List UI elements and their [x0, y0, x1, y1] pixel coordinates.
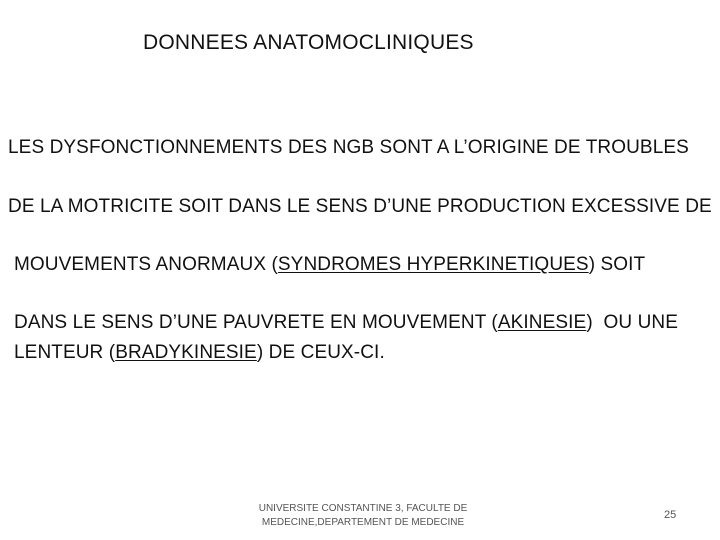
body-line-1: LES DYSFONCTIONNEMENTS DES NGB SONT A L’ORIGINE DE TROUBLES: [8, 137, 689, 158]
body-line-4-prefix: DANS LE SENS D’UNE PAUVRETE EN MOUVEMENT (: [14, 312, 498, 333]
body-line-3-prefix: MOUVEMENTS ANORMAUX (: [14, 254, 278, 275]
body-line-2: DE LA MOTRICITE SOIT DANS LE SENS D’UNE PRODUCTION EXCESSIVE DE: [8, 196, 712, 217]
body-line-3: [14, 254, 645, 276]
body-line-4-suffix: ) OU UNE: [586, 312, 678, 333]
body-line-5: [14, 342, 385, 364]
term-syndromes-hyperkinetiques: SYNDROMES HYPERKINETIQUES: [277, 254, 589, 275]
slide-footer: [258, 502, 468, 530]
slide-title: DONNEES ANATOMOCLINIQUES: [143, 31, 474, 54]
body-line-3-suffix: ) SOIT: [588, 254, 646, 275]
footer-line-1: UNIVERSITE CONSTANTINE 3, FACULTE DE: [258, 503, 468, 514]
page-number: 25: [664, 509, 677, 521]
footer-line-2: MEDECINE,DEPARTEMENT DE MEDECINE: [261, 517, 465, 528]
term-akinesie: AKINESIE: [497, 312, 587, 333]
term-bradykinesie: BRADYKINESIE: [115, 342, 257, 363]
body-line-5-prefix: LENTEUR (: [14, 342, 116, 363]
body-line-4: [14, 312, 678, 334]
body-line-5-suffix: ) DE CEUX-CI.: [256, 342, 385, 363]
